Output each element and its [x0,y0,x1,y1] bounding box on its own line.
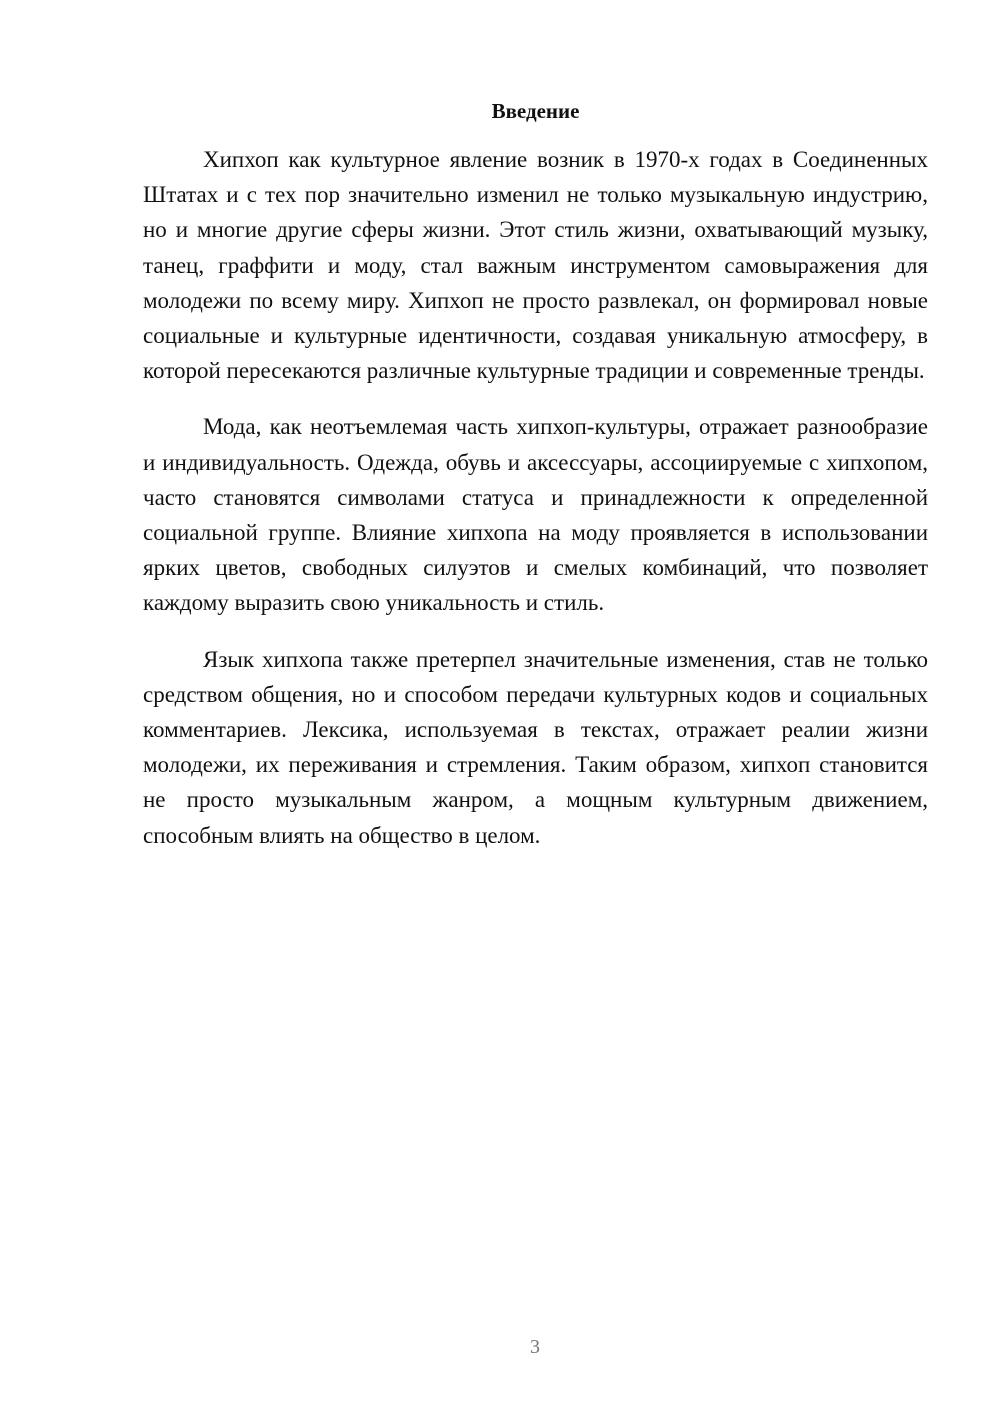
page-number: 3 [530,1336,540,1358]
body-text [143,142,928,874]
paragraph-1: Хипхоп как культурное явление возник в 1970-х годах в Соединенных Штатах и с тех пор значительно изменил не только музыкальную индустрию, но и многие другие сферы жизни. Этот стиль жизни, охватывающий музыку, танец, граффити и моду, стал важным инструментом самовыражения для молодежи по всему миру. Хипхоп не просто развлекал, он формировал новые социальные и культурные идентичности, создавая уникальную атмосферу, в которой пересекаются различные культурные традиции и современные тренды. [143,147,928,384]
section-heading: Введение [491,99,580,123]
paragraph-2: Мода, как неотъемлемая часть хипхоп-культуры, отражает разнообразие и индивидуальность. Одежда, обувь и аксессуары, ассоциируемые с хипхопом, часто становятся символами статуса и принадлежности к определенной социальной группе. Влияние хипхопа на моду проявляется в использовании ярких цветов, свободных силуэтов и смелых комбинаций, что позволяет каждому выразить свою уникальность и стиль. [143,414,928,616]
paragraph-3: Язык хипхопа также претерпел значительные изменения, став не только средством общения, но и способом передачи культурных кодов и социальных комментариев. Лексика, используемая в текстах, отражает реалии жизни молодежи, их переживания и стремления. Таким образом, хипхоп становится не просто музыкальным жанром, а мощным культурным движением, способным влиять на общество в целом. [143,646,928,848]
